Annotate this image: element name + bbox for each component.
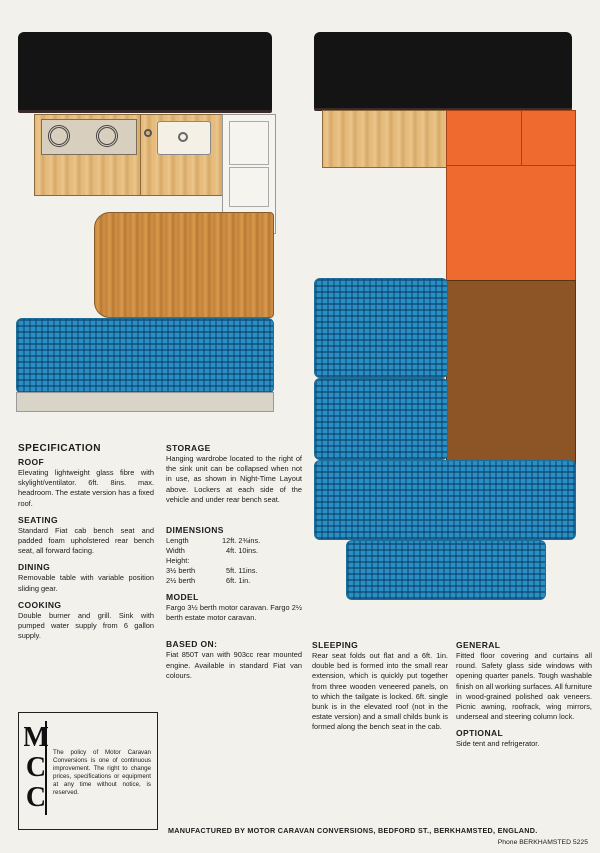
berth2-label: 2½ berth bbox=[166, 576, 196, 586]
table-row bbox=[166, 576, 260, 586]
dimensions-table bbox=[166, 536, 260, 586]
dining-heading: DINING bbox=[18, 562, 51, 573]
seating-text: Standard Fiat cab bench seat and padded foam upholstered rear bench seat, all forward facing. bbox=[18, 525, 154, 556]
dimensions-heading: DIMENSIONS bbox=[166, 525, 224, 536]
table-row bbox=[166, 566, 260, 576]
night-layout-plan bbox=[312, 30, 578, 602]
policy-box bbox=[18, 712, 158, 830]
sink-basin bbox=[157, 121, 211, 155]
bed-cushion bbox=[314, 378, 448, 460]
table-row bbox=[166, 536, 260, 546]
cooking-heading: COOKING bbox=[18, 599, 62, 610]
storage-column bbox=[166, 443, 302, 681]
specification-title: SPECIFICATION bbox=[18, 443, 101, 454]
height-label: Height: bbox=[166, 556, 190, 566]
sleeping-text: Rear seat folds out flat and a 6ft. 1in. double bed is formed into the small rear extension, which is quickly put together from three wooden veneered panels, on to which the tailgate is locked. 6ft. single bunk is in the elevated roof (not in the estate version) and a small childs bunk is formed along the bench seat in the cab. bbox=[312, 651, 448, 732]
width-value: 4ft. 10ins. bbox=[226, 546, 259, 556]
rear-extension-cushion bbox=[346, 540, 546, 600]
model-heading: MODEL bbox=[166, 592, 199, 603]
burner-icon bbox=[48, 125, 70, 147]
cooker-hob bbox=[41, 119, 137, 155]
roof-text: Elevating lightweight glass fibre with skylight/ventilator. 6ft. 8ins. max. headroom. The estate version has a fixed roof. bbox=[18, 468, 154, 508]
day-layout-plan bbox=[16, 30, 274, 412]
mcc-logo bbox=[24, 719, 48, 817]
svg-text:C: C bbox=[25, 782, 47, 813]
sleeping-heading: SLEEPING bbox=[312, 640, 359, 650]
length-label: Length bbox=[166, 536, 189, 546]
width-label: Width bbox=[166, 546, 185, 556]
based-on-heading: BASED ON: bbox=[166, 639, 218, 650]
sleeping-column bbox=[312, 640, 448, 733]
policy-text: The policy of Motor Caravan Conversions is one of continuous improvement. The right to change prices, specifications or equipment at any time without notice, is reserved. bbox=[53, 749, 151, 796]
dining-text: Removable table with variable position sliding gear. bbox=[18, 573, 154, 593]
berth2-value: 6ft. 1in. bbox=[226, 576, 251, 586]
bed-cushion bbox=[314, 278, 448, 378]
seating-heading: SEATING bbox=[18, 514, 58, 525]
phone-line: Phone BERKHAMSTED 5225 bbox=[497, 839, 588, 846]
wardrobe-collapsed bbox=[446, 110, 576, 282]
optional-heading: OPTIONAL bbox=[456, 728, 504, 739]
burner-icon bbox=[96, 125, 118, 147]
roof-heading: ROOF bbox=[18, 457, 45, 467]
sink-unit bbox=[140, 114, 224, 196]
elevated-roof-bunk bbox=[314, 32, 572, 108]
storage-text: Hanging wardrobe located to the right of the sink unit can be collapsed when not in use, as shown in Night-Time Layout above. Lockers at each side of the vehicle and under rear bench seat. bbox=[166, 454, 302, 504]
cooking-text: Double burner and grill. Sink with pumped water supply from 6 gallon supply. bbox=[18, 610, 154, 641]
length-value: 12ft. 2⅜ins. bbox=[222, 536, 261, 546]
berth3-label: 3½ berth bbox=[166, 566, 196, 576]
based-on-text: Fiat 850T van with 903cc rear mounted engine. Available in standard Fiat van colours. bbox=[166, 650, 302, 680]
table-row bbox=[166, 556, 260, 566]
general-column bbox=[456, 640, 592, 750]
dining-table bbox=[94, 212, 274, 318]
specification-column bbox=[18, 443, 154, 641]
cab-bench-seat bbox=[18, 32, 272, 110]
drain-icon bbox=[178, 132, 188, 142]
rear-seat-base bbox=[16, 392, 274, 412]
rear-bench-seat bbox=[16, 318, 274, 394]
tap-icon bbox=[144, 129, 152, 137]
cooker-unit bbox=[34, 114, 154, 196]
model-text: Fargo 3½ berth motor caravan. Fargo 2½ berth estate motor caravan. bbox=[166, 603, 302, 623]
general-text: Fitted floor covering and curtains all round. Safety glass side windows with opening quarter panels. Tough washable finish on all working surfaces. All furniture in wood-grained polished oak veneers. Picnic awning, roofrack, wing mirrors, underseal and steering column lock. bbox=[456, 651, 592, 722]
optional-text: Side tent and refrigerator. bbox=[456, 739, 540, 749]
berth3-value: 5ft. 11ins. bbox=[226, 566, 258, 576]
general-heading: GENERAL bbox=[456, 640, 501, 650]
svg-text:C: C bbox=[25, 752, 47, 783]
sink-unit-closed bbox=[322, 110, 448, 168]
storage-heading: STORAGE bbox=[166, 443, 211, 453]
mcc-logo-mark bbox=[24, 719, 48, 817]
svg-text:M: M bbox=[24, 722, 48, 753]
bed-cushion bbox=[314, 460, 576, 540]
table-row bbox=[166, 546, 260, 556]
manufacturer-line: MANUFACTURED BY MOTOR CARAVAN CONVERSIONS, BEDFORD ST., BERKHAMSTED, ENGLAND. bbox=[168, 826, 538, 835]
double-bed-panel bbox=[446, 280, 576, 468]
